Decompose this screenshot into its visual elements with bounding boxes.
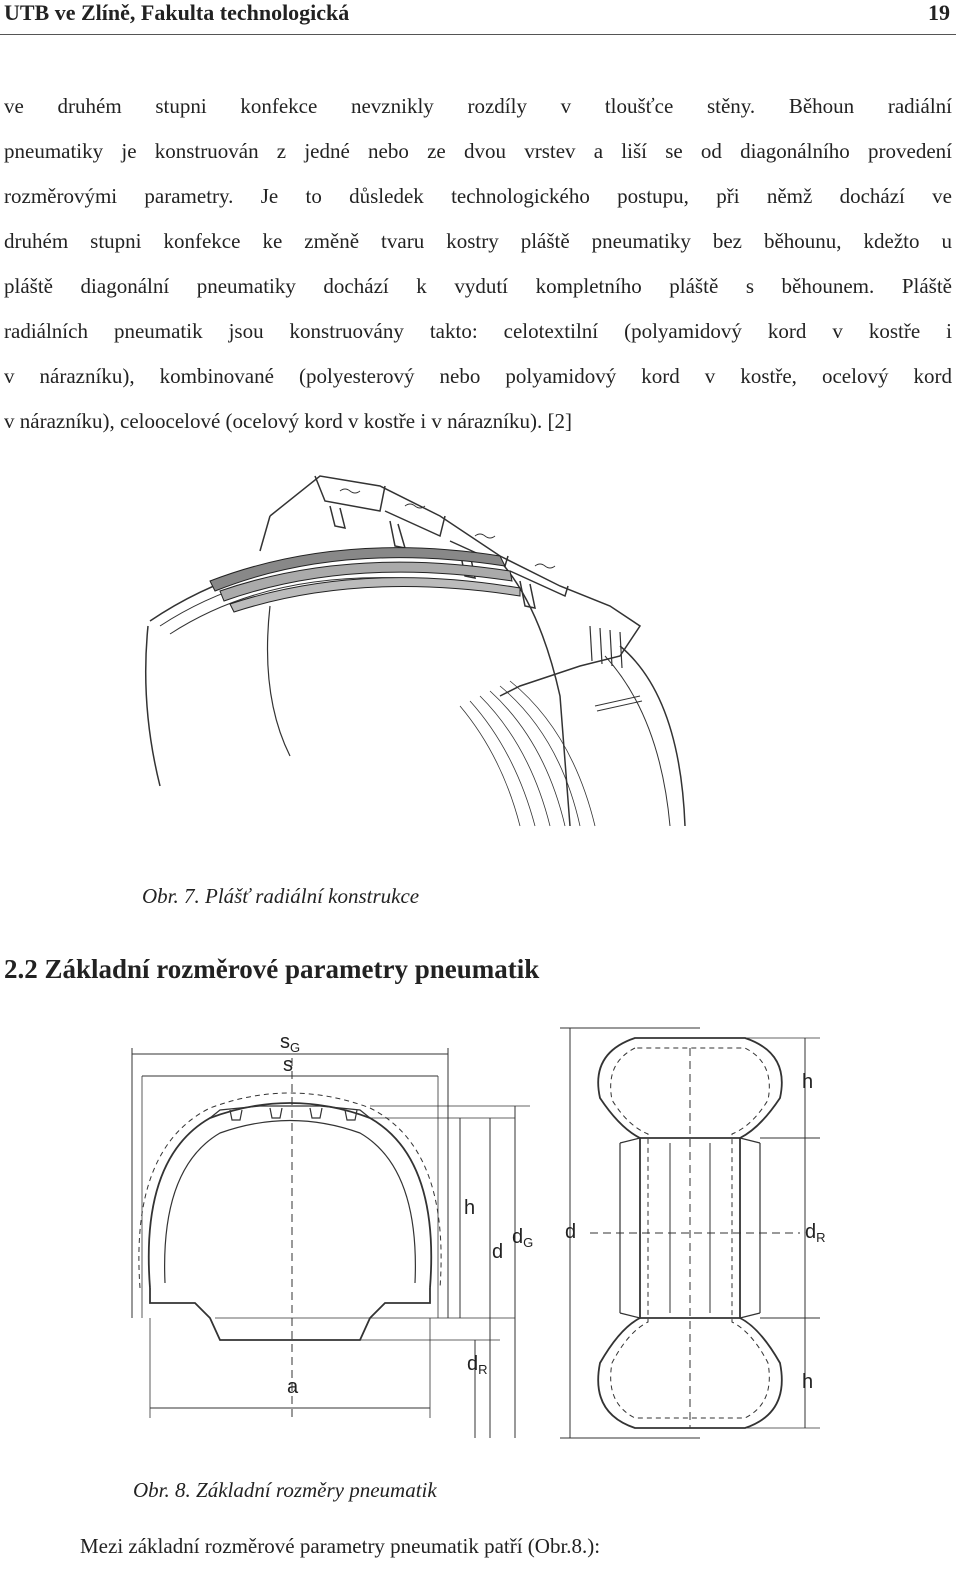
paragraph-line: v nárazníku), celoocelové (ocelový kord v kostře i v nárazníku). [2] bbox=[4, 409, 572, 433]
radial-tire-cutaway-figure bbox=[140, 456, 700, 836]
label-s: s bbox=[283, 1054, 293, 1076]
paragraph-line: rozměrovými parametry. Je to důsledek technologického postupu, při němž dochází ve bbox=[4, 184, 952, 208]
label-dG: $d_G$ bbox=[512, 1226, 534, 1250]
paragraph-line: v nárazníku), kombinované (polyesterový nebo polyamidový kord v kostře, ocelový kord bbox=[4, 364, 952, 388]
section-heading: 2.2 Základní rozměrové parametry pneumatik bbox=[4, 954, 540, 984]
label-d-right: d bbox=[565, 1221, 577, 1243]
paragraph-line: ve druhém stupni konfekce nevznikly rozdíly v tloušťce stěny. Běhoun radiální bbox=[4, 94, 952, 118]
page-number: 19 bbox=[928, 0, 950, 25]
header-title: UTB ve Zlíně, Fakulta technologická bbox=[4, 0, 350, 25]
label-h-top: h bbox=[802, 1071, 814, 1093]
label-dR-left: $d_R$ bbox=[467, 1353, 488, 1377]
label-d-left: d bbox=[492, 1241, 504, 1263]
label-sG: $s_G$ bbox=[280, 1031, 301, 1055]
paragraph-line: druhém stupni konfekce ke změně tvaru kostry pláště pneumatiky bez běhounu, kdežto u bbox=[4, 229, 952, 253]
paragraph-line: pláště diagonální pneumatiky dochází k vydutí kompletního pláště s běhounem. Pláště bbox=[4, 274, 952, 298]
label-a: a bbox=[287, 1376, 299, 1398]
header-rule bbox=[0, 34, 956, 35]
label-h-bottom: h bbox=[802, 1371, 814, 1393]
closing-text: Mezi základní rozměrové parametry pneumatik patří (Obr.8.): bbox=[80, 1534, 601, 1558]
label-dR-right: $d_R$ bbox=[805, 1221, 826, 1245]
label-h-left: h bbox=[464, 1197, 476, 1219]
page-header bbox=[0, 0, 960, 30]
paragraph-line: pneumatiky je konstruován z jedné nebo ze dvou vrstev a liší se od diagonálního provedení bbox=[4, 139, 952, 163]
figure-caption: Obr. 8. Základní rozměry pneumatik bbox=[133, 1478, 437, 1502]
tire-dimensions-figure bbox=[120, 1018, 840, 1444]
figure-caption: Obr. 7. Plášť radiální konstrukce bbox=[142, 884, 420, 908]
body-paragraph bbox=[4, 84, 952, 444]
paragraph-line: radiálních pneumatik jsou konstruovány takto: celotextilní (polyamidový kord v kostře i bbox=[4, 319, 952, 343]
